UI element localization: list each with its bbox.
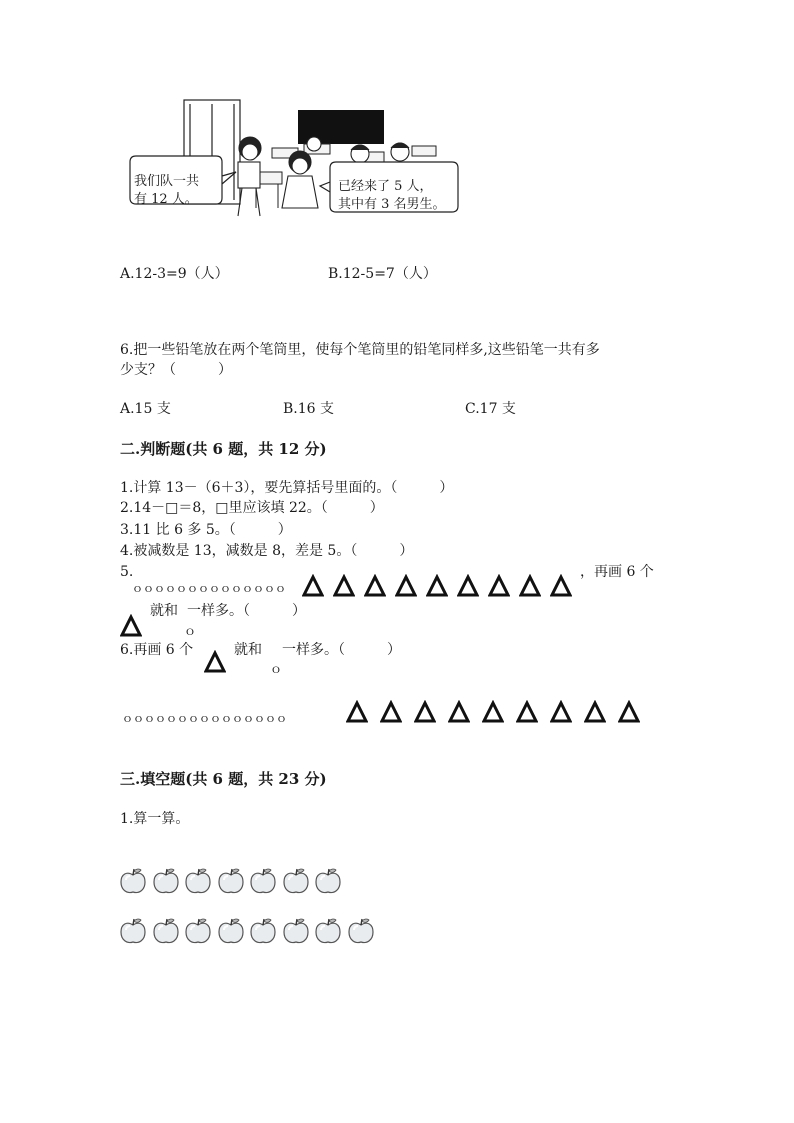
judge-q2: 2.14－□＝8，□里应该填 22。（ ） [120, 500, 384, 516]
bubble-left-line2: 有 12 人。 [134, 192, 198, 207]
section3-title: 三.填空题(共 6 题，共 23 分) [120, 770, 327, 788]
judge-q5-number: 5. [120, 564, 134, 580]
triangle-icon [364, 574, 386, 598]
q6-stem-line2: 少支？（ ） [120, 362, 232, 378]
apple-icon [216, 916, 246, 946]
apple-row-2 [118, 916, 388, 950]
triangle-icon [519, 574, 541, 598]
q6-stem-line1: 6.把一些铅笔放在两个笔筒里，使每个笔筒里的铅笔同样多,这些铅笔一共有多 [120, 342, 600, 358]
triangle-icon [380, 700, 402, 724]
judge-q5-triangles-row [302, 574, 580, 600]
q6-option-c: C.17 支 [465, 401, 516, 417]
judge-q5-line2-b: 一样多。（ ） [187, 603, 306, 619]
apple-icon [346, 916, 376, 946]
judge-q5-triangle-single [120, 614, 146, 640]
apple-icon [183, 866, 213, 896]
triangle-icon [584, 700, 606, 724]
triangle-icon [488, 574, 510, 598]
section2-title: 二.判断题(共 6 题，共 12 分) [120, 440, 327, 458]
triangle-icon [302, 574, 324, 598]
q6-option-b: B.16 支 [283, 401, 335, 417]
triangle-icon [414, 700, 436, 724]
triangle-icon [482, 700, 504, 724]
judge-q3: 3.11 比 6 多 5。（ ） [120, 522, 292, 538]
judge-q5-circle-single: ｏ [184, 624, 197, 638]
apple-icon [118, 916, 148, 946]
triangle-icon [550, 700, 572, 724]
apple-icon [281, 916, 311, 946]
apple-icon [151, 916, 181, 946]
judge-q6-circles-row: ｏｏｏｏｏｏｏｏｏｏｏｏｏｏｏ [122, 712, 287, 725]
triangle-icon [346, 700, 368, 724]
judge-q6-triangle-single [204, 650, 230, 676]
q5-option-a: A.12-3=9（人） [120, 266, 229, 282]
q5-option-b: B.12-5=7（人） [328, 266, 437, 282]
apple-icon [248, 866, 278, 896]
judge-q6-tail: 一样多。（ ） [282, 642, 401, 658]
apple-icon [118, 866, 148, 896]
judge-q5-circles-row: ｏｏｏｏｏｏｏｏｏｏｏｏｏｏ [132, 582, 286, 595]
judge-q6-triangles-row [346, 700, 658, 726]
bubble-right-line2: 其中有 3 名男生。 [338, 197, 446, 212]
apple-row-1 [118, 866, 358, 900]
apple-icon [313, 916, 343, 946]
bubble-right-line1: 已经来了 5 人， [338, 179, 433, 194]
judge-q5-tail: ，再画 6 个 [580, 564, 654, 580]
apple-icon [183, 916, 213, 946]
triangle-icon [457, 574, 479, 598]
apple-icon [313, 866, 343, 896]
triangle-icon [333, 574, 355, 598]
judge-q1: 1.计算 13－（6＋3），要先算括号里面的。（ ） [120, 480, 454, 496]
triangle-icon [550, 574, 572, 598]
judge-q6-head: 6.再画 6 个 [120, 642, 194, 658]
triangle-icon [426, 574, 448, 598]
judge-q4: 4.被减数是 13，减数是 8，差是 5。（ ） [120, 543, 414, 559]
triangle-icon [120, 614, 142, 638]
apple-icon [281, 866, 311, 896]
judge-q6-mid: 就和 [234, 642, 262, 658]
triangle-icon [516, 700, 538, 724]
triangle-icon [204, 650, 226, 674]
apple-icon [216, 866, 246, 896]
fill-q1: 1.算一算。 [120, 811, 190, 827]
judge-q5-line2-a: 就和 [150, 603, 178, 619]
triangle-icon [395, 574, 417, 598]
apple-icon [151, 866, 181, 896]
triangle-icon [618, 700, 640, 724]
apple-icon [248, 916, 278, 946]
judge-q6-circle-single: ｏ [270, 662, 283, 676]
q6-option-a: A.15 支 [120, 401, 171, 417]
bubble-left-line1: 我们队一共 [134, 174, 200, 189]
triangle-icon [448, 700, 470, 724]
